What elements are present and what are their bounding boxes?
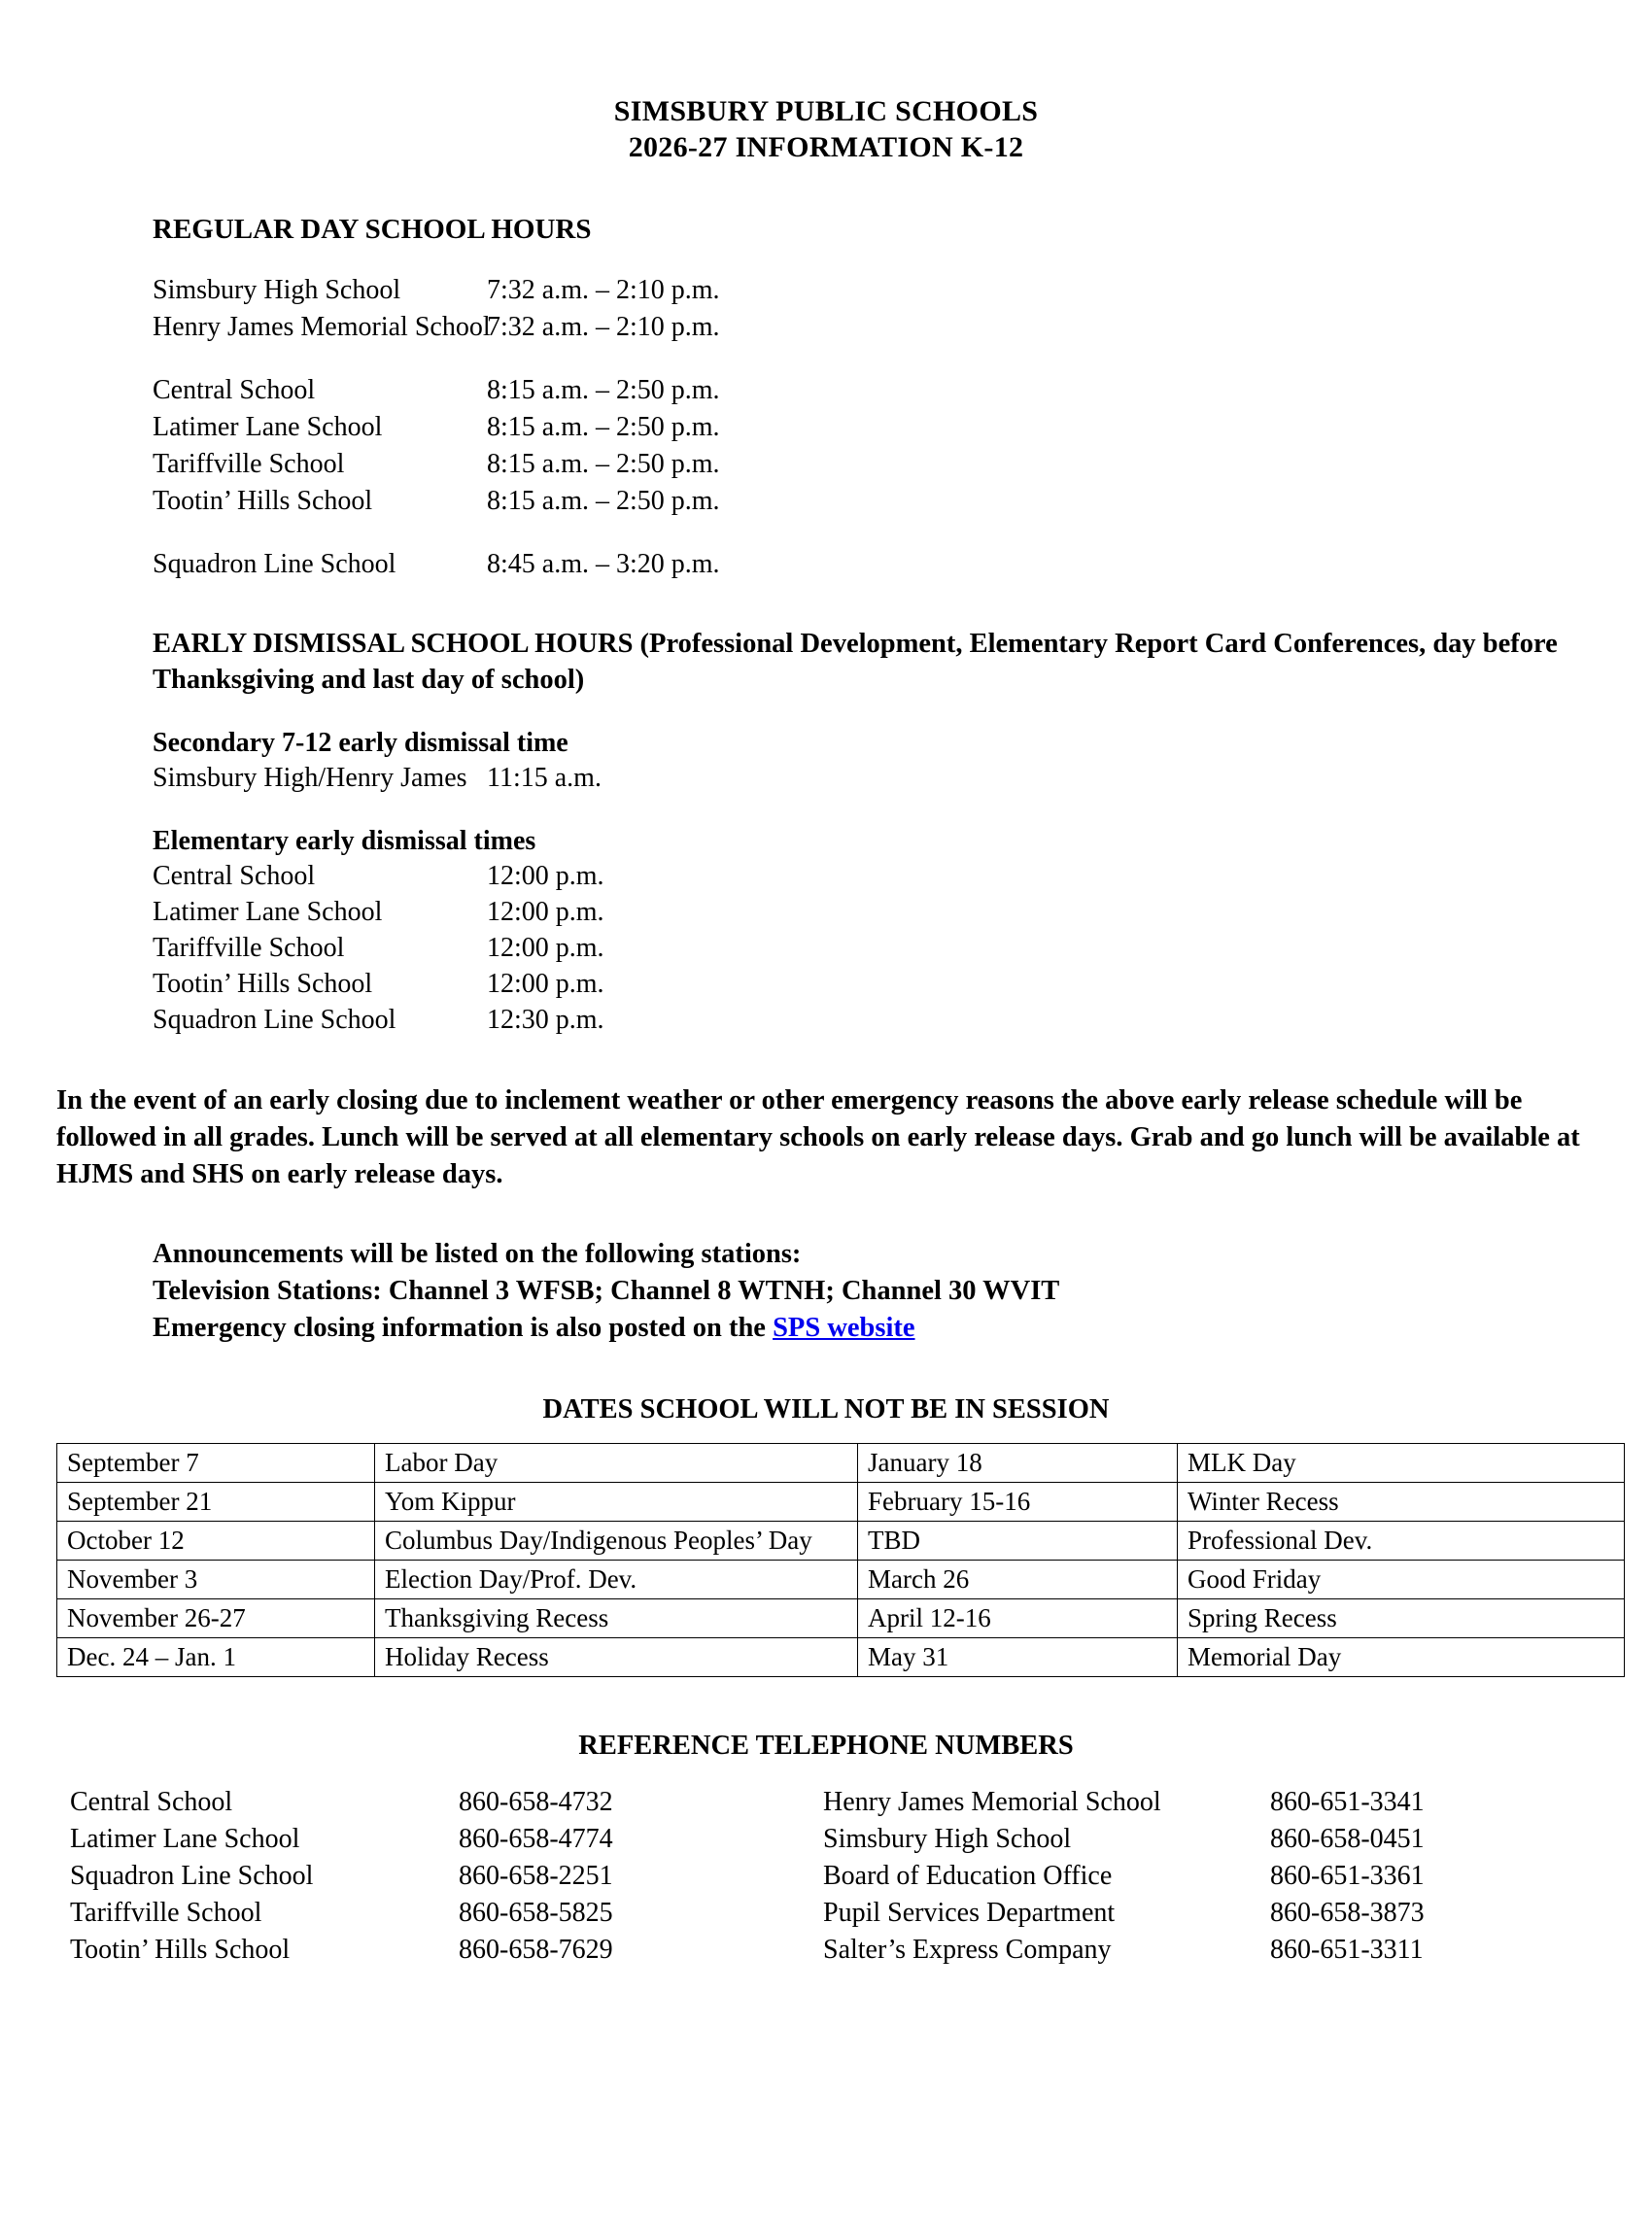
school-name: Tootin’ Hills School	[153, 486, 373, 516]
table-row	[57, 1444, 1625, 1483]
phone-column-right	[823, 1784, 1425, 1969]
table-cell-date-right: May 31	[858, 1638, 1178, 1677]
table-cell-event-right: Professional Dev.	[1178, 1522, 1625, 1561]
table-cell-event-right: Good Friday	[1178, 1561, 1625, 1599]
spacer	[0, 796, 1652, 825]
phone-row	[70, 1784, 823, 1821]
school-time: 7:32 a.m. – 2:10 p.m.	[487, 312, 720, 342]
school-time: 12:00 p.m.	[487, 897, 604, 927]
school-name: Squadron Line School	[153, 1005, 396, 1035]
table-cell-date-right: January 18	[858, 1444, 1178, 1483]
dismissal-row	[153, 930, 1652, 966]
table-cell-event-right: Memorial Day	[1178, 1638, 1625, 1677]
announcements-line-3	[153, 1310, 1652, 1347]
phone-entry-number: 860-651-3361	[1270, 1861, 1425, 1891]
title-line-2: 2026-27 INFORMATION K-12	[628, 131, 1024, 163]
school-name: Latimer Lane School	[153, 897, 383, 927]
school-name: Tariffville School	[153, 933, 345, 963]
dismissal-row	[153, 966, 1652, 1002]
phone-entry-name: Henry James Memorial School	[823, 1787, 1161, 1817]
dates-table-title: DATES SCHOOL WILL NOT BE IN SESSION	[542, 1394, 1110, 1424]
school-name: Squadron Line School	[153, 549, 396, 579]
phone-row	[823, 1784, 1425, 1821]
phone-entry-number: 860-658-4732	[459, 1787, 613, 1817]
school-name: Latimer Lane School	[153, 412, 383, 442]
elementary-dismissal-heading: Elementary early dismissal times	[153, 826, 536, 856]
early-dismissal-heading: EARLY DISMISSAL SCHOOL HOURS (Professional Development, Elementary Report Card Conferences, day before Thanksgiving and last day of school)	[153, 629, 1558, 695]
school-time: 12:30 p.m.	[487, 1005, 604, 1035]
table-row	[57, 1599, 1625, 1638]
school-time: 12:00 p.m.	[487, 969, 604, 999]
table-cell-date-left: Dec. 24 – Jan. 1	[57, 1638, 375, 1677]
phone-entry-name: Squadron Line School	[70, 1861, 314, 1891]
school-time: 12:00 p.m.	[487, 861, 604, 891]
table-cell-event-right: MLK Day	[1178, 1444, 1625, 1483]
hours-group	[153, 272, 1652, 346]
phone-entry-name: Pupil Services Department	[823, 1898, 1116, 1928]
inclement-weather-paragraph: In the event of an early closing due to inclement weather or other emergency reasons the above early release schedule will be followed in all grades. Lunch will be served at all elementary schools on early release days. Grab and go lunch will be available at HJMS and SHS on early release days.	[56, 1085, 1580, 1189]
table-cell-date-left: September 7	[57, 1444, 375, 1483]
school-name: Tootin’ Hills School	[153, 969, 373, 999]
phone-entry-name: Latimer Lane School	[70, 1824, 300, 1854]
phone-entry-number: 860-658-5825	[459, 1898, 613, 1928]
phone-entry-number: 860-658-2251	[459, 1861, 613, 1891]
table-cell-event-left: Columbus Day/Indigenous Peoples’ Day	[375, 1522, 858, 1561]
secondary-dismissal-block	[153, 727, 1652, 796]
table-cell-date-right: TBD	[858, 1522, 1178, 1561]
school-name: Henry James Memorial School	[153, 312, 491, 342]
regular-hours-list	[153, 272, 1652, 583]
phone-entry-name: Central School	[70, 1787, 233, 1817]
table-cell-date-right: March 26	[858, 1561, 1178, 1599]
phone-entry-name: Tootin’ Hills School	[70, 1935, 291, 1965]
table-cell-date-right: April 12-16	[858, 1599, 1178, 1638]
document-page	[0, 93, 1652, 2231]
table-cell-event-right: Winter Recess	[1178, 1483, 1625, 1522]
table-row	[57, 1561, 1625, 1599]
hours-row	[153, 272, 1652, 309]
school-time: 8:15 a.m. – 2:50 p.m.	[487, 486, 720, 516]
phone-directory	[70, 1784, 1652, 1969]
phone-entry-number: 860-658-3873	[1270, 1898, 1425, 1928]
table-cell-date-left: November 3	[57, 1561, 375, 1599]
phone-row	[823, 1895, 1425, 1932]
table-cell-date-left: October 12	[57, 1522, 375, 1561]
phone-entry-name: Simsbury High School	[823, 1824, 1072, 1854]
dates-table	[56, 1443, 1625, 1677]
phone-row	[70, 1895, 823, 1932]
table-row	[57, 1638, 1625, 1677]
table-cell-event-left: Thanksgiving Recess	[375, 1599, 858, 1638]
phone-entry-name: Board of Education Office	[823, 1861, 1113, 1891]
phone-entry-number: 860-658-7629	[459, 1935, 613, 1965]
table-cell-event-left: Yom Kippur	[375, 1483, 858, 1522]
school-time: 12:00 p.m.	[487, 933, 604, 963]
announcements-line-1: Announcements will be listed on the following stations:	[153, 1239, 802, 1269]
phone-entry-number: 860-651-3311	[1270, 1935, 1424, 1965]
phone-entry-number: 860-658-0451	[1270, 1824, 1425, 1854]
phone-row	[823, 1932, 1425, 1969]
table-row	[57, 1483, 1625, 1522]
phone-section-title: REFERENCE TELEPHONE NUMBERS	[578, 1731, 1074, 1761]
announcements-block	[153, 1236, 1652, 1347]
table-cell-event-left: Holiday Recess	[375, 1638, 858, 1677]
dismissal-row	[153, 760, 1652, 796]
school-name: Central School	[153, 375, 316, 405]
hours-row	[153, 446, 1652, 483]
school-time: 8:15 a.m. – 2:50 p.m.	[487, 412, 720, 442]
school-name: Simsbury High School	[153, 275, 401, 305]
dismissal-row	[153, 1002, 1652, 1038]
dismissal-row	[153, 894, 1652, 930]
table-cell-date-left: November 26-27	[57, 1599, 375, 1638]
elementary-dismissal-block	[153, 825, 1652, 1038]
regular-hours-heading: REGULAR DAY SCHOOL HOURS	[153, 214, 592, 245]
sps-website-link[interactable]: SPS website	[773, 1313, 915, 1343]
school-time: 7:32 a.m. – 2:10 p.m.	[487, 275, 720, 305]
phone-row	[70, 1932, 823, 1969]
school-time: 8:15 a.m. – 2:50 p.m.	[487, 449, 720, 479]
phone-row	[70, 1858, 823, 1895]
hours-group	[153, 372, 1652, 520]
hours-row	[153, 309, 1652, 346]
secondary-dismissal-heading: Secondary 7-12 early dismissal time	[153, 728, 568, 758]
table-row	[57, 1522, 1625, 1561]
dismissal-row	[153, 858, 1652, 894]
school-name: Tariffville School	[153, 449, 345, 479]
phone-row	[823, 1858, 1425, 1895]
school-time: 8:45 a.m. – 3:20 p.m.	[487, 549, 720, 579]
table-cell-event-left: Labor Day	[375, 1444, 858, 1483]
phone-row	[823, 1821, 1425, 1858]
school-time: 8:15 a.m. – 2:50 p.m.	[487, 375, 720, 405]
hours-row	[153, 483, 1652, 520]
phone-entry-name: Tariffville School	[70, 1898, 262, 1928]
announcements-line-2: Television Stations: Channel 3 WFSB; Channel 8 WTNH; Channel 30 WVIT	[153, 1276, 1060, 1306]
table-cell-date-right: February 15-16	[858, 1483, 1178, 1522]
phone-column-left	[70, 1784, 823, 1969]
hours-group	[153, 546, 1652, 583]
phone-row	[70, 1821, 823, 1858]
hours-row	[153, 546, 1652, 583]
school-time: 11:15 a.m.	[487, 763, 602, 793]
title-line-1: SIMSBURY PUBLIC SCHOOLS	[613, 95, 1039, 127]
table-cell-date-left: September 21	[57, 1483, 375, 1522]
table-cell-event-left: Election Day/Prof. Dev.	[375, 1561, 858, 1599]
phone-entry-name: Salter’s Express Company	[823, 1935, 1112, 1965]
hours-row	[153, 409, 1652, 446]
school-name: Central School	[153, 861, 316, 891]
phone-entry-number: 860-658-4774	[459, 1824, 613, 1854]
announcements-line-3-prefix: Emergency closing information is also posted on the	[153, 1313, 774, 1343]
table-cell-event-right: Spring Recess	[1178, 1599, 1625, 1638]
phone-entry-number: 860-651-3341	[1270, 1787, 1425, 1817]
hours-row	[153, 372, 1652, 409]
document-title	[0, 93, 1652, 165]
school-name: Simsbury High/Henry James	[153, 763, 467, 793]
